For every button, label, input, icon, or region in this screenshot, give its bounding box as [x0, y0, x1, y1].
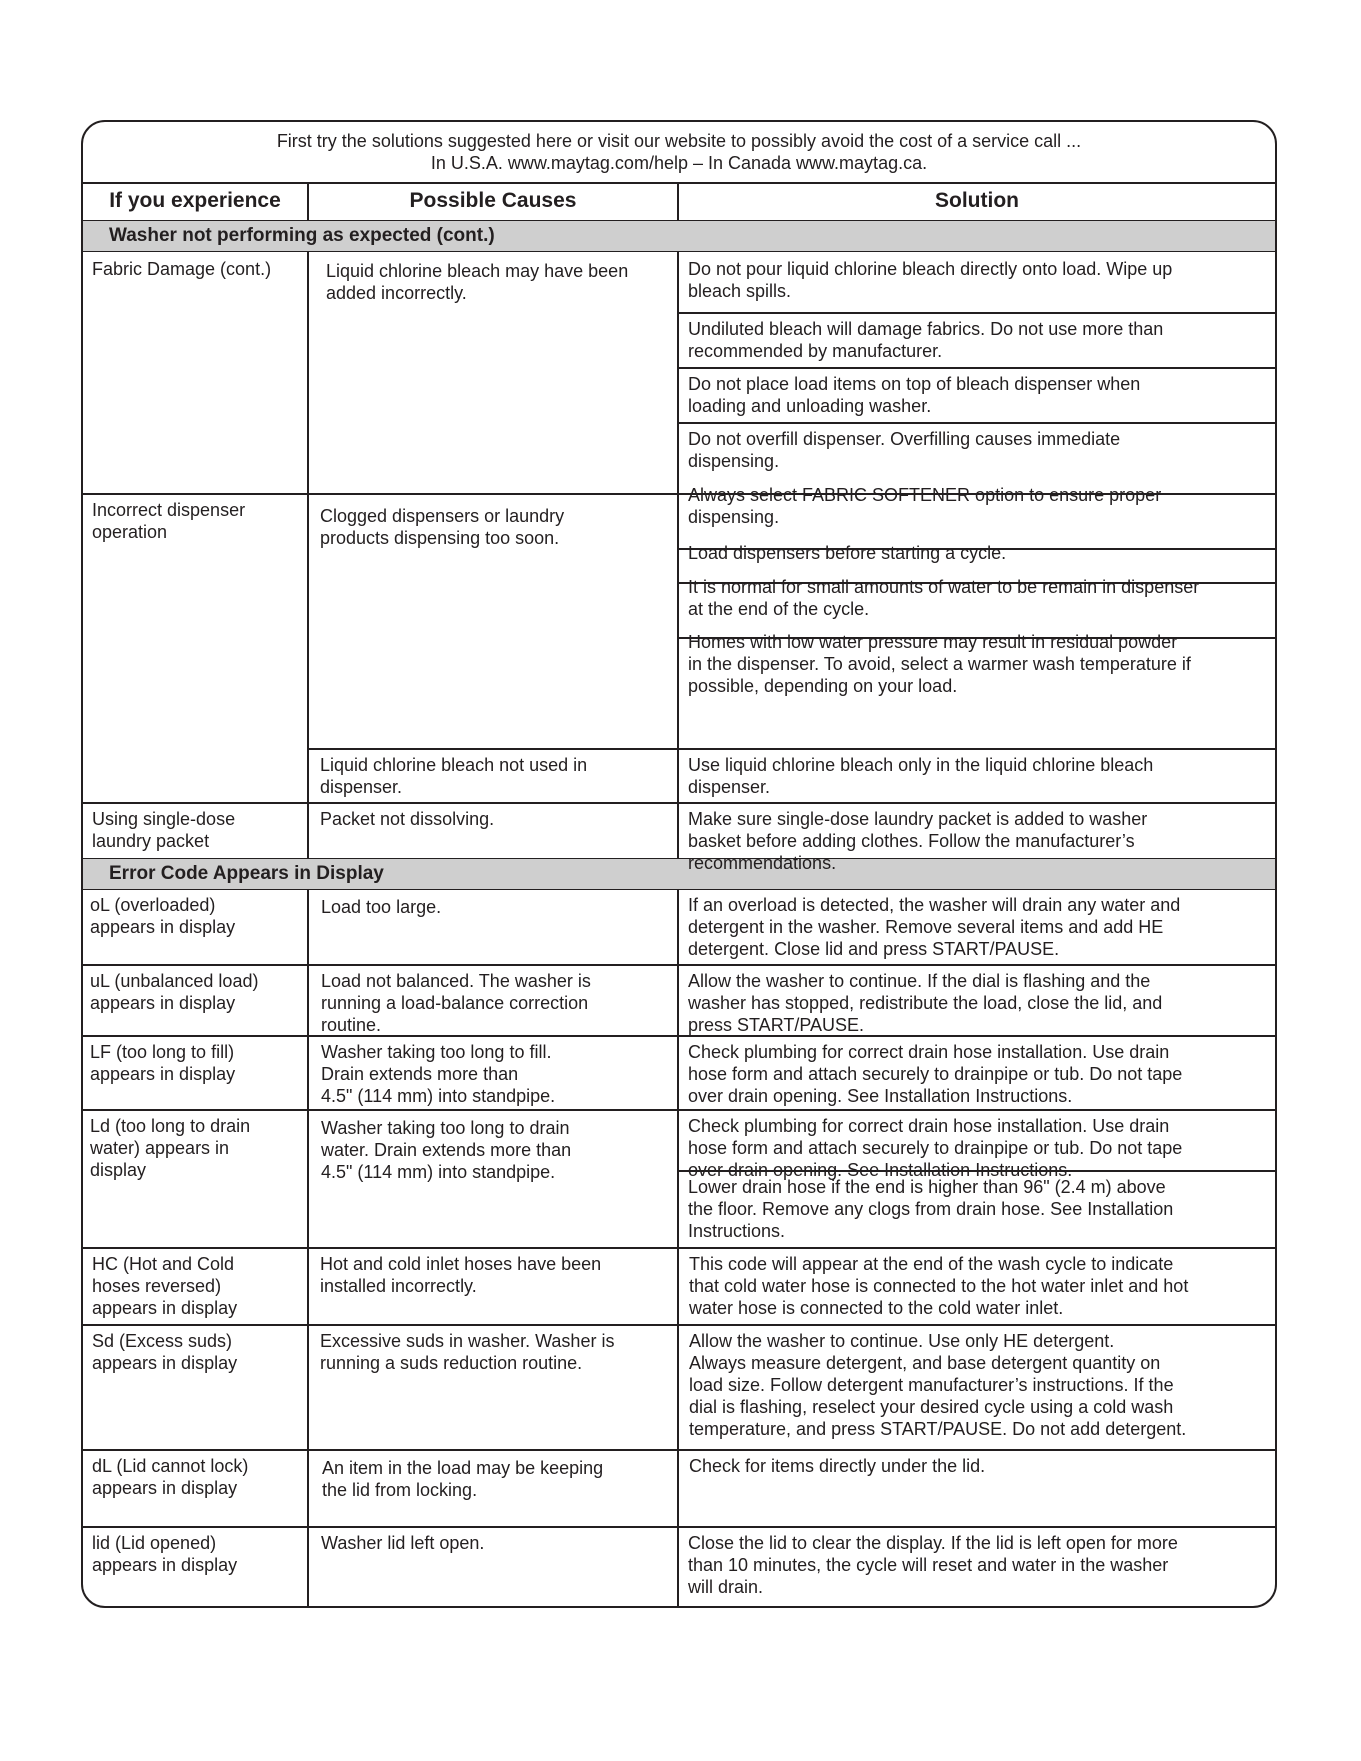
solution-overload: If an overload is detected, the washer will drain any water and detergent in the washer. Remove several items and add HE detergent. Close lid and press START/PAUSE. [688, 895, 1181, 959]
solution-low-water-pressure: Homes with low water pressure may result in residual powder in the dispenser. To avoid, select a warmer wash temperature if possible, depending on your load. [688, 632, 1191, 696]
solution-load-dispensers: Load dispensers before starting a cycle. [688, 543, 1007, 563]
cause-item-keeping-lid: An item in the load may be keeping the lid from locking. [322, 1458, 604, 1500]
problem-sd-suds: Sd (Excess suds) appears in display [92, 1331, 238, 1373]
solution-single-dose-packet: Make sure single-dose laundry packet is added to washer basket before adding clothes. Follow the manufacturer’s recommendations. [688, 809, 1148, 873]
solution-undiluted-bleach: Undiluted bleach will damage fabrics. Do not use more than recommended by manufacturer. [688, 319, 1164, 361]
troubleshooting-table [81, 120, 1277, 1608]
intro-line-2: In U.S.A. www.maytag.com/help – In Canada www.maytag.ca. [430, 153, 928, 173]
cause-too-long-to-fill: Washer taking too long to fill. Drain extends more than 4.5" (114 mm) into standpipe. [321, 1042, 556, 1106]
solution-hoses-reversed: This code will appear at the end of the wash cycle to indicate that cold water hose is connected to the hot water inlet and hot water hose is connected to the cold water inlet. [689, 1254, 1189, 1318]
section-errors: Error Code Appears in Display [83, 858, 1275, 890]
solution-check-lid: Check for items directly under the lid. [689, 1456, 986, 1476]
cause-clogged-dispensers: Clogged dispensers or laundry products dispensing too soon. [320, 506, 565, 548]
solution-unbalanced: Allow the washer to continue. If the dial is flashing and the washer has stopped, redistribute the load, close the lid, and press START/PAUSE. [688, 971, 1163, 1035]
solution-pour-bleach: Do not pour liquid chlorine bleach directly onto load. Wipe up bleach spills. [688, 259, 1173, 301]
problem-fabric-damage: Fabric Damage (cont.) [92, 259, 272, 279]
table-body [83, 184, 1275, 1608]
solution-bleach-only-dispenser: Use liquid chlorine bleach only in the liquid chlorine bleach dispenser. [688, 755, 1154, 797]
solution-drain-plumbing: Check plumbing for correct drain hose installation. Use drain hose form and attach securely to drainpipe or tub. Do not tape over drain opening. See Installation Instructions. [688, 1116, 1183, 1180]
cause-load-too-large: Load too large. [321, 897, 442, 917]
cause-excessive-suds: Excessive suds in washer. Washer is running a suds reduction routine. [320, 1331, 615, 1373]
section-performance: Washer not performing as expected (cont.) [83, 220, 1275, 252]
cause-load-not-balanced: Load not balanced. The washer is running a load-balance correction routine. [321, 971, 591, 1035]
problem-lid-opened: lid (Lid opened) appears in display [92, 1533, 238, 1575]
cause-packet-not-dissolving: Packet not dissolving. [320, 809, 495, 829]
solution-excess-suds: Allow the washer to continue. Use only HE detergent. Always measure detergent, and base detergent quantity on load size. Follow detergent manufacturer’s instructions. If the dial is flashing, reselect your desired cycle using a cold wash temperature, and press START/PAUSE. Do not add detergent. [689, 1331, 1187, 1439]
cause-too-long-to-drain: Washer taking too long to drain water. Drain extends more than 4.5" (114 mm) into standpipe. [321, 1118, 572, 1182]
problem-single-dose-packet: Using single-dose laundry packet [92, 809, 236, 851]
cause-bleach-added-incorrectly: Liquid chlorine bleach may have been added incorrectly. [326, 261, 629, 303]
solution-fill-plumbing: Check plumbing for correct drain hose installation. Use drain hose form and attach securely to drainpipe or tub. Do not tape over drain opening. See Installation Instructions. [688, 1042, 1183, 1106]
solution-lower-drain-hose: Lower drain hose if the end is higher than 96" (2.4 m) above the floor. Remove any clogs from drain hose. See Installation Instructions. [688, 1177, 1174, 1241]
header-causes: Possible Causes [409, 189, 577, 212]
header-solution: Solution [935, 189, 1019, 212]
problem-incorrect-dispenser: Incorrect dispenser operation [92, 500, 246, 542]
solution-overfill-dispenser: Do not overfill dispenser. Overfilling causes immediate dispensing. [688, 429, 1121, 471]
problem-hc-hoses: HC (Hot and Cold hoses reversed) appears in display [92, 1254, 238, 1318]
problem-dl-lid-lock: dL (Lid cannot lock) appears in display [92, 1456, 249, 1498]
cause-lid-left-open: Washer lid left open. [321, 1533, 485, 1553]
solution-close-lid: Close the lid to clear the display. If the lid is left open for more than 10 minutes, the cycle will reset and water in the washer will drain. [688, 1533, 1178, 1597]
problem-ul-unbalanced: uL (unbalanced load) appears in display [90, 971, 259, 1013]
problem-ol-overloaded: oL (overloaded) appears in display [90, 895, 236, 937]
solution-water-in-dispenser: It is normal for small amounts of water to be remain in dispenser at the end of the cycle. [688, 577, 1200, 619]
solution-fabric-softener: Always select FABRIC SOFTENER option to ensure proper dispensing. [688, 485, 1162, 527]
intro-note [83, 122, 1275, 184]
header-experience: If you experience [109, 189, 281, 212]
solution-bleach-dispenser-load: Do not place load items on top of bleach dispenser when loading and unloading washer. [688, 374, 1141, 416]
intro-line-1: First try the solutions suggested here or visit our website to possibly avoid the cost of a service call ... [276, 131, 1082, 151]
cause-hoses-incorrect: Hot and cold inlet hoses have been installed incorrectly. [320, 1254, 602, 1296]
problem-ld-drain: Ld (too long to drain water) appears in display [90, 1116, 251, 1180]
cause-bleach-not-in-dispenser: Liquid chlorine bleach not used in dispenser. [320, 755, 588, 797]
problem-lf-fill: LF (too long to fill) appears in display [90, 1042, 236, 1084]
